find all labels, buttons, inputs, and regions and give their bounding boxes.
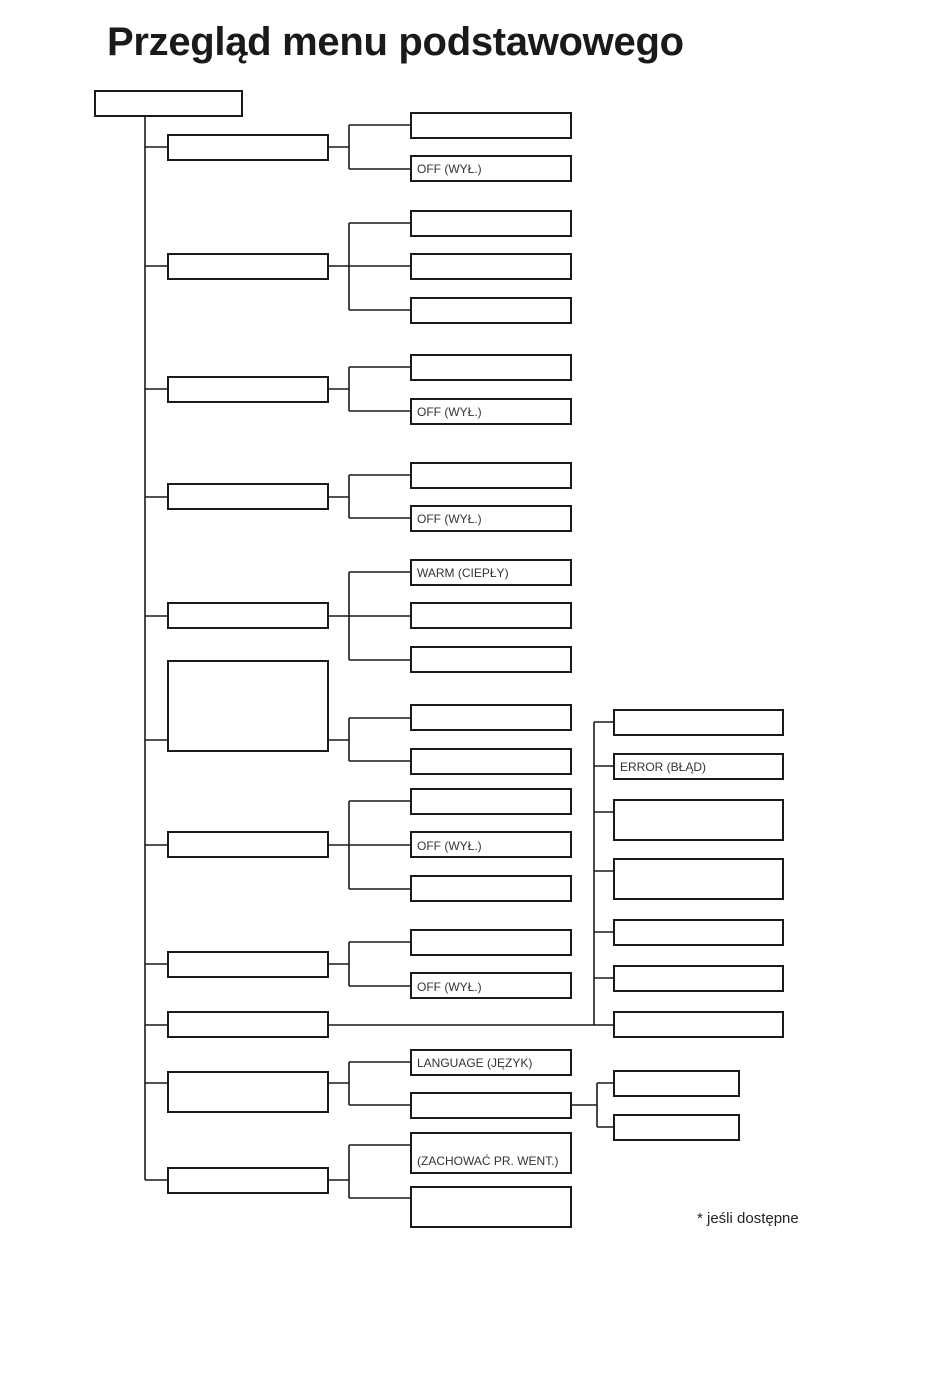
menu-item-box (168, 377, 328, 402)
level3-item-box (614, 1012, 783, 1037)
menu-item-box (168, 952, 328, 977)
level-3-items (614, 710, 783, 1140)
level3-item-box-small (614, 1071, 739, 1096)
submenu-item-box (411, 1093, 571, 1118)
submenu-item-box (411, 254, 571, 279)
page-title: Przegląd menu podstawowego (107, 20, 684, 64)
submenu-item-box (411, 603, 571, 628)
menu-item-box (168, 832, 328, 857)
label-keep-fan: (ZACHOWAĆ PR. WENT.) (417, 1154, 559, 1168)
menu-root-box (95, 91, 242, 116)
submenu-item-box (411, 463, 571, 488)
footnote: * jeśli dostępne (697, 1210, 799, 1227)
menu-item-box (168, 603, 328, 628)
submenu-item-box (411, 211, 571, 236)
level3-item-box-small (614, 1115, 739, 1140)
submenu-item-box (411, 705, 571, 730)
label-warm: WARM (CIEPŁY) (417, 566, 509, 580)
label-language: LANGUAGE (JĘZYK) (417, 1056, 533, 1070)
level3-item-box-tall (614, 800, 783, 840)
submenu-item-box (411, 298, 571, 323)
level-1-items (168, 135, 328, 1193)
level3-item-box (614, 920, 783, 945)
submenu-item-box (411, 647, 571, 672)
level3-item-box (614, 710, 783, 735)
submenu-item-box (411, 355, 571, 380)
submenu-item-box-tall (411, 1187, 571, 1227)
menu-item-box-large (168, 661, 328, 751)
submenu-item-box (411, 789, 571, 814)
menu-item-box (168, 484, 328, 509)
submenu-item-box (411, 930, 571, 955)
menu-item-box (168, 1168, 328, 1193)
submenu-item-box (411, 876, 571, 901)
label-error: ERROR (BŁĄD) (620, 760, 707, 774)
level3-item-box (614, 966, 783, 991)
menu-item-box-tall (168, 1072, 328, 1112)
menu-item-box (168, 254, 328, 279)
submenu-item-box (411, 749, 571, 774)
label-off: OFF (WYŁ.) (417, 405, 482, 419)
label-off: OFF (WYŁ.) (417, 512, 482, 526)
label-off: OFF (WYŁ.) (417, 162, 482, 176)
submenu-item-box (411, 113, 571, 138)
label-off: OFF (WYŁ.) (417, 980, 482, 994)
label-off: OFF (WYŁ.) (417, 839, 482, 853)
menu-item-box (168, 135, 328, 160)
level3-item-box-tall (614, 859, 783, 899)
menu-item-box (168, 1012, 328, 1037)
